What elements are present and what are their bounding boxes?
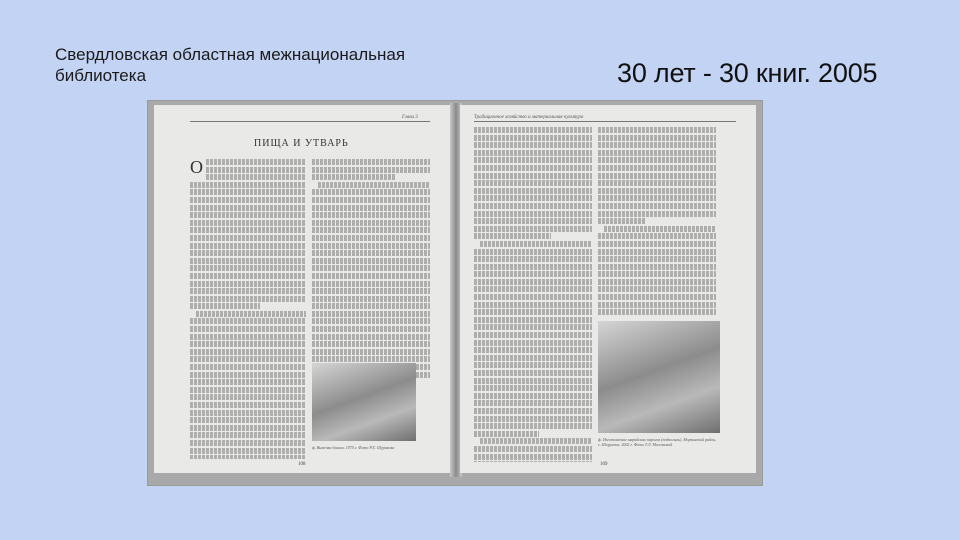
right-photo-caption: ф. Изготовление марийских пирогов (подкогыль). Моркинский район, с. Шорунжа. 2002 г. Фото Т.Л. Молотовой bbox=[598, 437, 717, 447]
right-page bbox=[460, 105, 756, 473]
left-text-column-2 bbox=[312, 159, 430, 379]
left-page-number: 108 bbox=[298, 462, 306, 467]
right-page-number: 109 bbox=[600, 462, 608, 467]
left-photo-caption: ф. Выпечка блинов. 1975 г. Фото Р.Х. Шуракова bbox=[312, 445, 395, 450]
book-spread-photo bbox=[148, 101, 762, 485]
baking-photo bbox=[312, 363, 416, 441]
right-running-head: Традиционное хозяйство и материальная культура bbox=[474, 115, 584, 120]
left-page bbox=[154, 105, 452, 473]
left-header-rule bbox=[190, 121, 430, 122]
chapter-title: ПИЩА И УТВАРЬ bbox=[254, 138, 349, 149]
left-running-head: Глава 3 bbox=[402, 115, 418, 120]
drop-cap: О bbox=[190, 157, 203, 177]
organization-title: Свердловская областная межнациональная библиотека bbox=[55, 45, 406, 85]
slide-headline: 30 лет - 30 книг. 2005 bbox=[617, 58, 878, 88]
pie-making-photo bbox=[598, 321, 720, 433]
right-header-rule bbox=[474, 121, 736, 122]
right-text-column-2 bbox=[598, 127, 716, 317]
right-text-column-1 bbox=[474, 127, 592, 462]
left-text-column-1 bbox=[190, 159, 306, 459]
